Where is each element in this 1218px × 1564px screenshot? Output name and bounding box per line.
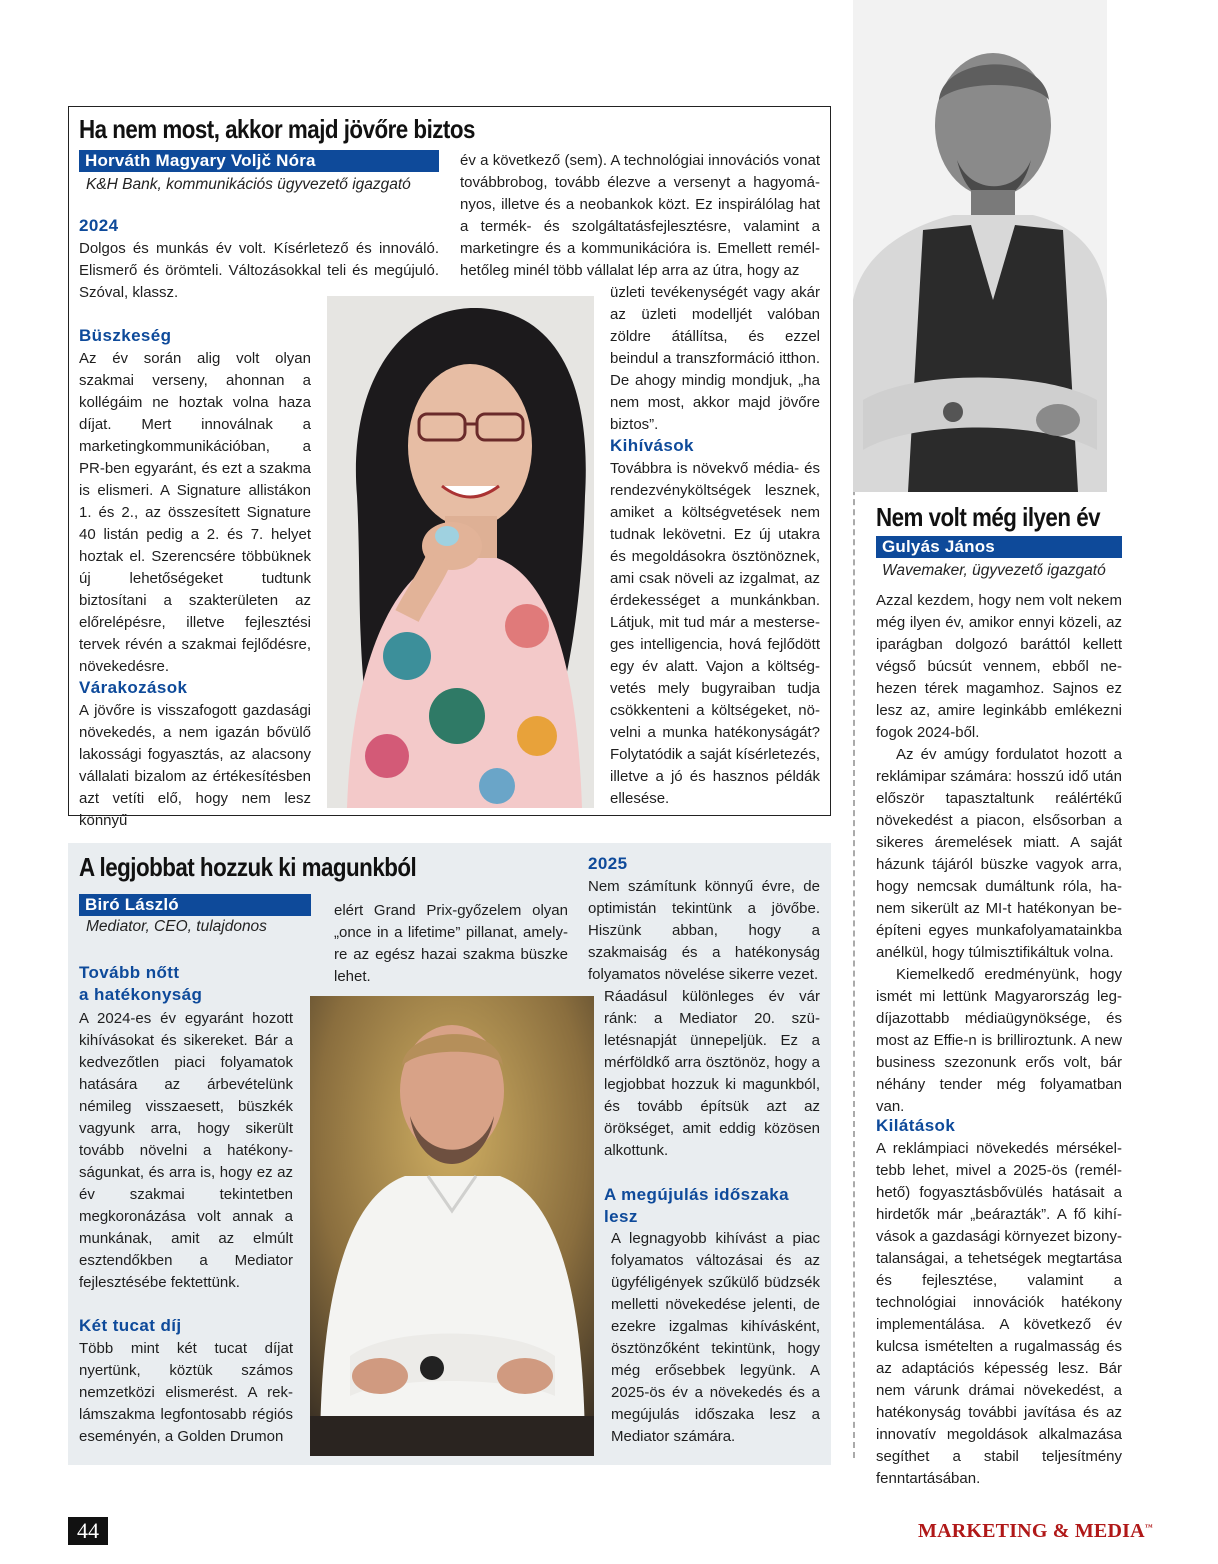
article-2-title: A legjobbat hozzuk ki magunkból — [79, 852, 417, 882]
author-role: K&H Bank, kommunikációs ügyvezető igazgató — [86, 176, 411, 193]
brand-trademark: ™ — [1144, 1522, 1153, 1532]
column-text: üzleti tevékenységét vagy akár az üzleti modelljét valóban zöldre átállítsa, és ezzel beindul a transzformáció itthon. De ahogy mindig mondjuk, „ha nem most, akkor majd jövőre biztos”. — [610, 284, 820, 433]
section-text: Dolgos és munkás év volt. Kísérletező és innováló. Elismerő és örömteli. Változásokkal teli és megújuló. Szóval, klassz. — [79, 240, 439, 301]
paragraph: Azzal kezdem, hogy nem volt nekem még ilyen év, amikor ennyi közeli, az iparágban dolgozó baráttól kellett végső búcsút vennem, ebből nehezen térek magamhoz. Sajnos ez lesz az, amire leginkább emlékezni fogok 2024-ből. — [876, 592, 1122, 741]
section-text: Több mint két tucat díjat nyertünk, köztük számos nemzetközi elismerést. A reklámszakma legfontosabb régiós eseményén, a Golden Drumon — [79, 1340, 293, 1445]
brand-logo — [918, 1520, 1153, 1543]
paragraph: Kiemelkedő eredményünk, hogy ismét mi lettünk Magyarország legdíjazottabb médiaügynöksége, és most az Effie-n is brilliroztunk. A new business szezonunk erős volt, bár néhány tender még folyamatban van. — [876, 966, 1122, 1115]
section-text: Az év során alig volt olyan szakmai verseny, ahonnan a kollégáim ne hoztak volna haza díjat. Mert innoválnak a marketingkommunikációban, a PR-ben egyaránt, és ezt a szakma is elismeri. A Signature allistákon 1. és 2., az összesített Signature 40 listán pedig a 2. és 7. helyet hoztak el. Szerencsére többüknek új lehetőségeket tudtunk biztosítani a szakterületen az előrelépésre, illetve fejlesztési tervek révén a szakmai fejlődésre, növekedésre. — [79, 350, 311, 675]
section-text: Továbbra is növekvő média- és rendezvényköltségek lesznek, amiket a költségvetések nem tudnak lekövetni. Ez új utakra és megoldásokra ösztönöznek, ami csak növeli az izgalmat, az érdekességet a munkánkban. Látjuk, mit tud már a mesterseges intelligencia, hová fejlődött egy év alatt. Vajon a költségvetés mely bugyraiban tudja csökkenteni a költségeket, növelni a munka hatékonyságát? Folytatódik a saját kísérletezés, illetve a jó és hasznos példák ellesése. — [610, 460, 820, 807]
section-text: A legnagyobb kihívást a piac folyamatos változásai és az ügyféligények szűkülő büdzsék melletti növekedése jelenti, de ezekre izgalmas kihívásként, ösztönzőként tekintünk, hogy még erősebbek legyünk. A 2025-ös év a növekedés és a megújulás időszaka lesz a Mediator számára. — [611, 1230, 820, 1445]
author-role: Mediator, CEO, tulajdonos — [86, 918, 267, 935]
portrait-photo-janos — [853, 0, 1107, 492]
column-text: elért Grand Prix-győzelem olyan „once in a lifetime” pillanat, amelyre az egész hazai szakma büszke lehet. — [334, 902, 568, 985]
author-name-bar: Biró László — [79, 894, 311, 916]
section-heading: Kilátások — [876, 1116, 956, 1135]
portrait-photo-nora — [327, 296, 594, 808]
portrait-photo-laszlo — [310, 996, 594, 1456]
section-heading — [604, 1184, 789, 1228]
brand-name: MARKETING & MEDIA — [918, 1520, 1145, 1542]
column-text: év a következő (sem). A technológiai innovációs vonat továbbrobog, tovább élezve a versenyt a hagyományos, illetve és a neobankok közt. Ez inspirálólag hat a termék- és szolgáltatásfejlesztésre, valamint a marketingre és a kommunikációra is. Emellett remélhetőleg minél több vállalat lép arra az útra, hogy az — [460, 152, 820, 279]
section-heading: Kihívások — [610, 436, 694, 455]
section-text: Nem számítunk könnyű évre, de optimistán tekintünk a jövőbe. Hiszünk abban, hogy a szakmaiság és a hatékonyság folyamatos növelése sikerre vezet. — [588, 878, 820, 983]
section-text: A reklámpiaci növekedés mérsékeltebb lehet, mivel a 2025-ös (remélhető) fogyasztásbővülés hatásait a hirdetők már „beárazták”. A fő kihívások a gazdasági környezet bizonytalanságai, a tehetségek megtartása és fejlesztése, valamint a technológiai innovációk hatékony implementálása. A következő év kulcsa ismételten a rugalmasság és az adaptációs képesség lesz. Bár nem várunk drámai növekedést, a hatékonyság további javítása és az innovatív megoldások alkalmazása segíthet a stabil teljesítmény fenntartásában. — [876, 1140, 1122, 1487]
article-3-body — [876, 590, 1122, 1118]
section-text: A 2024-es év egyaránt hozott kihívásokat és sikereket. Bár a kedvezőtlen piaci folyamatok hatására az árbevételünk némileg visszaesett, büszkék vagyunk arra, hogy sikerült tovább növelni a hatékonyságunkat, és arra is, hogy ez az év szakmai tekintetben megkoronázása volt annak a munkának, amit az elmúlt esztendőkben a Mediator fejlesztésébe fektettünk. — [79, 1010, 293, 1291]
section-heading-line: Tovább nőtt — [79, 963, 180, 982]
section-heading-line: lesz — [604, 1207, 638, 1226]
section-heading: Büszkeség — [79, 326, 172, 345]
section-text: Ráadásul különleges év vár ránk: a Mediator 20. születésnapját ünnepeljük. Ez a mérföldkő arra ösztönöz, hogy a legjobbat hozzuk ki magunkból, és tovább építsük azt az örökséget, amit eddig közösen alkottunk. — [604, 988, 820, 1159]
author-name-bar: Gulyás János — [876, 536, 1122, 558]
author-role: Wavemaker, ügyvezető igazgató — [882, 562, 1106, 579]
paragraph: Az év amúgy fordulatot hozott a reklámipar számára: hosszú idő után először tapasztaltunk reálértékű növekedést a piacon, elsősorban a sikeres áremelések miatt. A saját házunk tájáról büszke vagyok arra, hogy nemcsak dumáltunk róla, hanem sikerült az MI-t hatékonyan beépíteni egyes munkafolyamatainkba anélkül, hogy túlmisztifikáltuk volna. — [876, 746, 1122, 961]
section-heading: 2024 — [79, 216, 119, 235]
section-heading-line: A megújulás időszaka — [604, 1185, 789, 1204]
page-number: 44 — [68, 1517, 108, 1545]
section-heading: Két tucat díj — [79, 1316, 182, 1335]
author-name-bar: Horváth Magyary Voljč Nóra — [79, 150, 439, 172]
article-3-title: Nem volt még ilyen év — [876, 502, 1101, 532]
section-heading — [79, 962, 202, 1006]
section-text: A jövőre is visszafogott gazdasági növekedés, a nem igazán bővülő lakossági fogyasztás, az alacsony vállalati bizalom az értékesítésben azt vetíti elő, hogy nem lesz könnyű — [79, 702, 311, 829]
section-heading-line: a hatékonyság — [79, 985, 203, 1004]
section-heading: 2025 — [588, 854, 628, 873]
article-1-title: Ha nem most, akkor majd jövőre biztos — [79, 114, 475, 144]
section-heading: Várakozások — [79, 678, 188, 697]
